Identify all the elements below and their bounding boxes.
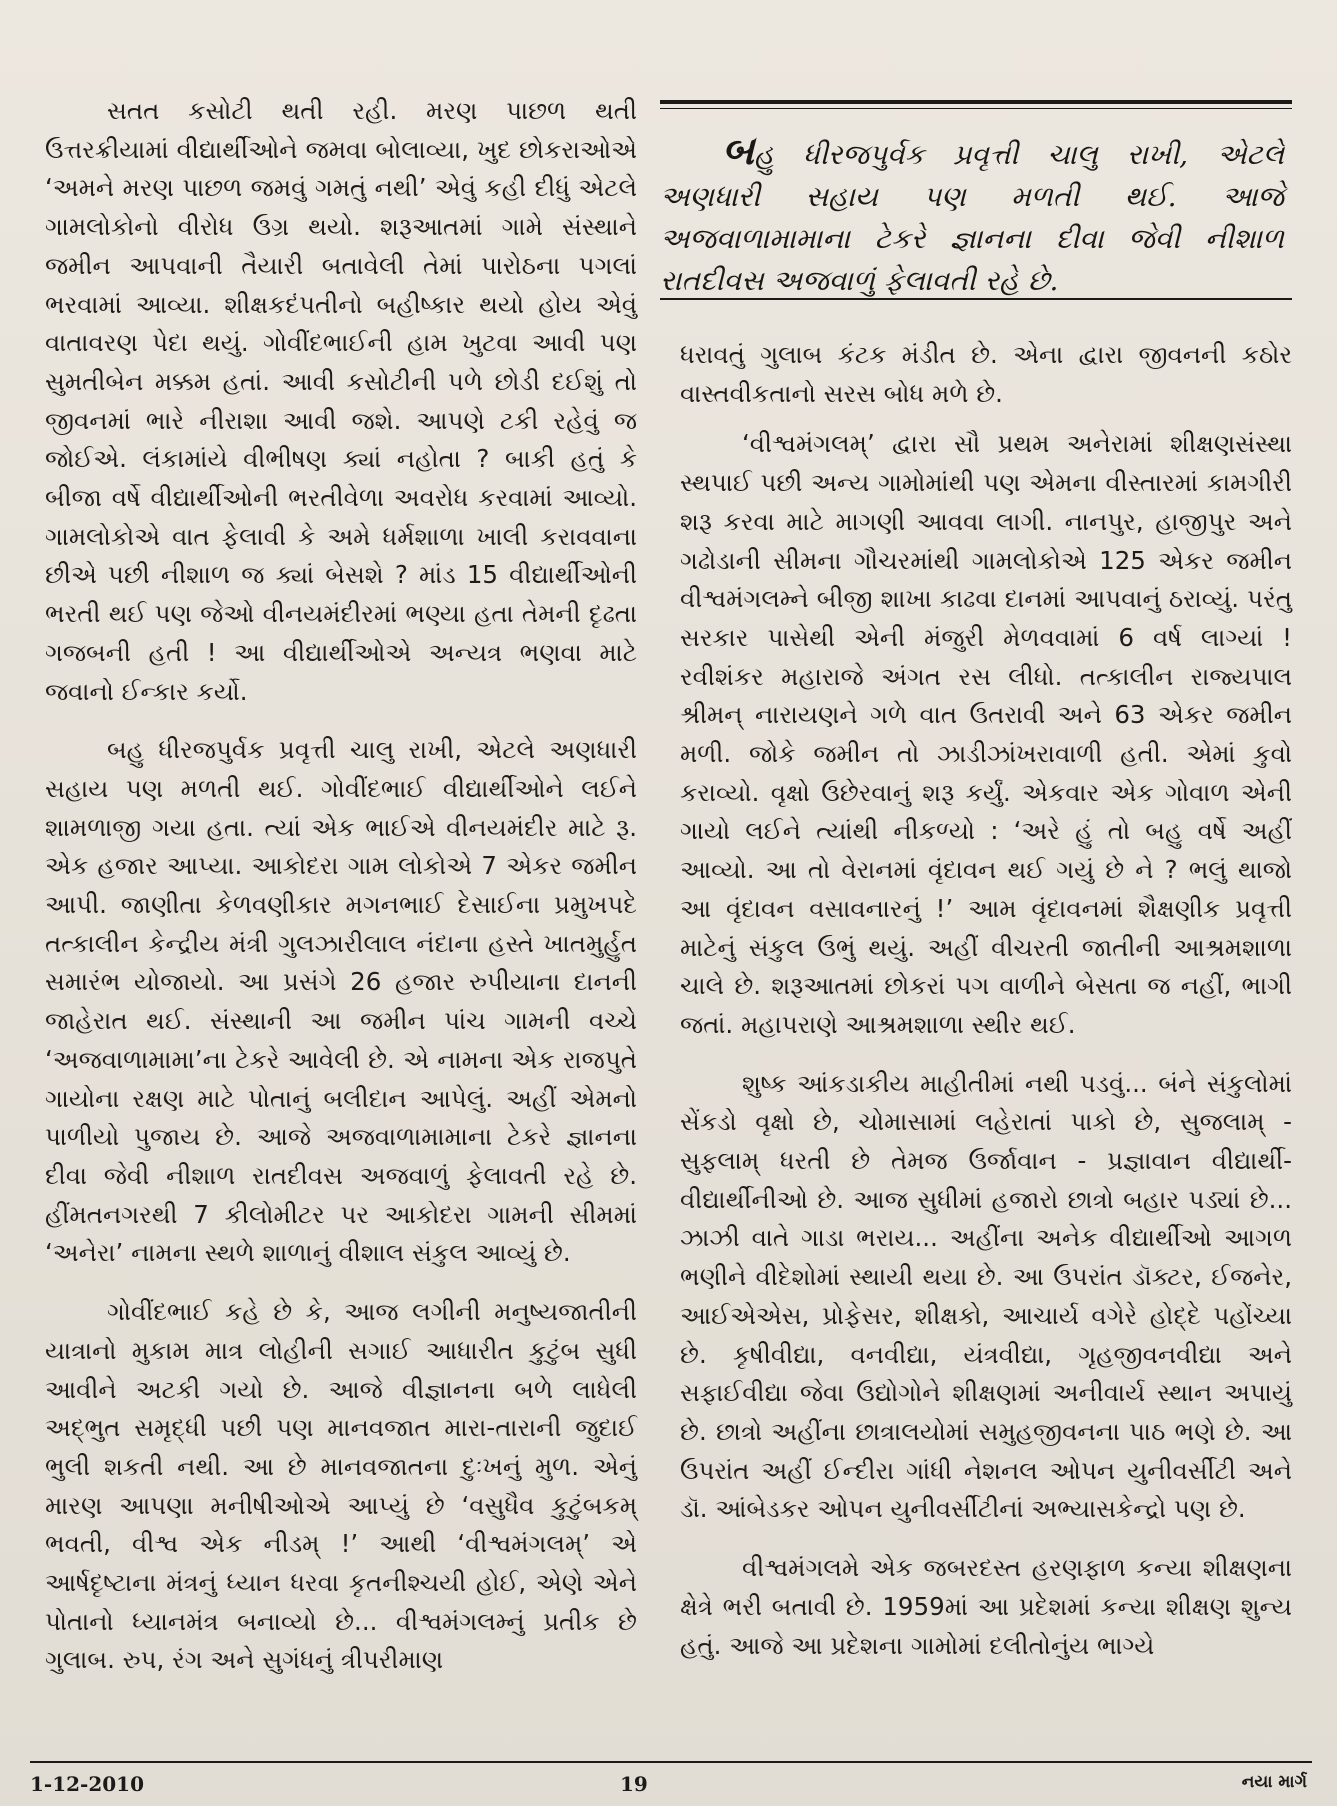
paragraph: ધરાવતું ગુલાબ કંટક મંડીત છે. એના દ્વારા જીવનની કઠોર વાસ્તવીકતાનો સરસ બોધ મળે છે. <box>680 340 1292 408</box>
pull-quote-text: હુ ધીરજપુર્વક પ્રવૃત્તી ચાલુ રાખી, એટલે અણધારી સહાય પણ મળતી થઈ. આજે અજવાળામામાના ટેકરે જ્ઞાનના દીવા જેવી નીશાળ રાતદીવસ અજવાળું ફેલાવતી રહે છે. <box>660 138 1284 297</box>
paragraph: બહુ ધીરજપુર્વક પ્રવૃત્તી ચાલુ રાખી, એટલે અણધારી સહાય પણ મળતી થઈ. ગોવીંદભાઈ વીદ્યાર્થીઓને લઈને શામળાજી ગયા હતા. ત્યાં એક ભાઈએ વીનયમંદીર માટે રૂ. એક હજાર આપ્યા. આકોદરા ગામ લોકોએ 7 એકર જમીન આપી. જાણીતા કેળવણીકાર મગનભાઈ દેસાઈના પ્રમુખપદે તત્કાલીન કેન્દ્રીય મંત્રી ગુલઝારીલાલ નંદાના હસ્તે ખાતમુર્હુત સમારંભ યોજાયો. આ પ્રસંગે 26 હજાર રુપીયાના દાનની જાહેરાત થઈ. સંસ્થાની આ જમીન પાંચ ગામની વચ્ચે ‘અજવાળામામા’ના ટેકરે આવેલી છે. એ નામના એક રાજપુતે ગાયોના રક્ષણ માટે પોતાનું બલીદાન આપેલું. અહીં એમનો પાળીયો પુજાય છે. આજે અજવાળામામાના ટેકરે જ્ઞાનના દીવા જેવી નીશાળ રાતદીવસ અજવાળું ફેલાવતી રહે છે. હીંમતનગરથી 7 કીલોમીટર પર આકોદરા ગામની સીમમાં ‘અનેરા’ નામના સ્થળે શાળાનું વીશાલ સંકુલ આવ્યું છે. <box>45 735 637 1268</box>
pull-quote-rule-top-thin <box>660 108 1292 109</box>
left-column <box>45 92 637 1680</box>
paragraph: શુષ્ક આંકડાકીય માહીતીમાં નથી પડવું... બંને સંકુલોમાં સેંકડો વૃક્ષો છે, ચોમાસામાં લહેરાતાં પાકો છે, સુજલામ્ - સુફલામ્ ધરતી છે તેમજ ઉર્જાવાન - પ્રજ્ઞાવાન વીદ્યાર્થી-વીદ્યાર્થીનીઓ છે. આજ સુધીમાં હજારો છાત્રો બહાર પડ્યાં છે... ઝાઝી વાતે ગાડા ભરાય... અહીંના અનેક વીદ્યાર્થીઓ આગળ ભણીને વીદેશોમાં સ્થાયી થયા છે. આ ઉપરાંત ડૉક્ટર, ઈજનેર, આઈએએસ, પ્રોફેસર, શીક્ષકો, આચાર્ય વગેરે હોદ્દે પહોંચ્યા છે. કૃષીવીદ્યા, વનવીદ્યા, યંત્રવીદ્યા, ગૃહજીવનવીદ્યા અને સફાઈવીદ્યા જેવા ઉદ્યોગોને શીક્ષણમાં અનીવાર્ય સ્થાન અપાયું છે. છાત્રો અહીંના છાત્રાલયોમાં સમુહજીવનના પાઠ ભણે છે. આ ઉપરાંત અહીં ઈન્દીરા ગાંધી નેશનલ ઓપન યુનીવર્સીટી અને ડૉ. આંબેડકર ઓપન યુનીવર્સીટીનાં અભ્યાસકેન્દ્રો પણ છે. <box>680 1068 1292 1524</box>
pull-quote-initial: બ <box>722 127 755 174</box>
footer-rule <box>30 1761 1312 1763</box>
issue-date: 1-12-2010 <box>30 1772 145 1796</box>
right-column <box>680 336 1292 1665</box>
paragraph: સતત કસોટી થતી રહી. મરણ પાછળ થતી ઉત્તરક્રીયામાં વીદ્યાર્થીઓને જમવા બોલાવ્યા, ખુદ છોકરાઓએ ‘અમને મરણ પાછળ જમવું ગમતું નથી’ એવું કહી દીધું એટલે ગામલોકોનો વીરોધ ઉગ્ર થયો. શરૂઆતમાં ગામે સંસ્થાને જમીન આપવાની તૈયારી બતાવેલી તેમાં પારોઠના પગલાં ભરવામાં આવ્યા. શીક્ષકદંપતીનો બહીષ્કાર થયો હોય એવું વાતાવરણ પેદા થયું. ગોવીંદભાઈની હામ ખુટવા આવી પણ સુમતીબેન મક્કમ હતાં. આવી કસોટીની પળે છોડી દઈશું તો જીવનમાં ભારે નીરાશા આવી જશે. આપણે ટકી રહેવું જ જોઈએ. લંકામાંયે વીભીષણ ક્યાં નહોતા ? બાકી હતું કે બીજા વર્ષે વીદ્યાર્થીઓની ભરતીવેળા અવરોધ કરવામાં આવ્યો. ગામલોકોએ વાત ફેલાવી કે અમે ધર્મશાળા ખાલી કરાવવાના છીએ પછી નીશાળ જ ક્યાં બેસશે ? માંડ 15 વીદ્યાર્થીઓની ભરતી થઈ પણ જેઓ વીનયમંદીરમાં ભણ્યા હતા તેમની દૃઢતા ગજબની હતી ! આ વીદ્યાર્થીઓએ અન્યત્ર ભણવા માટે જવાનો ઈન્કાર કર્યો. <box>45 96 637 706</box>
magazine-name: નયા માર્ગ <box>1241 1772 1307 1792</box>
pull-quote <box>660 100 1292 300</box>
page-number: 19 <box>620 1772 648 1796</box>
pull-quote-rule-bottom <box>660 298 1292 300</box>
paragraph: ‘વીશ્વમંગલમ્’ દ્વારા સૌ પ્રથમ અનેરામાં શીક્ષણસંસ્થા સ્થપાઈ પછી અન્ય ગામોમાંથી પણ એમના વીસ્તારમાં કામગીરી શરૂ કરવા માટે માગણી આવવા લાગી. નાનપુર, હાજીપુર અને ગઢોડાની સીમના ગૌચરમાંથી ગામલોકોએ 125 એકર જમીન વીશ્વમંગલમ્ને બીજી શાખા કાઢવા દાનમાં આપવાનું ઠરાવ્યું. પરંતુ સરકાર પાસેથી એની મંજુરી મેળવવામાં 6 વર્ષ લાગ્યાં ! રવીશંકર મહારાજે અંગત રસ લીધો. તત્કાલીન રાજ્યપાલ શ્રીમન્ નારાયણને ગળે વાત ઉતરાવી અને 63 એકર જમીન મળી. જોકે જમીન તો ઝાડીઝાંખરાવાળી હતી. એમાં કુવો કરાવ્યો. વૃક્ષો ઉછેરવાનું શરૂ કર્યું. એકવાર એક ગોવાળ એની ગાયો લઈને ત્યાંથી નીકળ્યો : ‘અરે હું તો બહુ વર્ષે અહીં આવ્યો. આ તો વેરાનમાં વૃંદાવન થઈ ગયું છે ને ? ભલું થાજો આ વૃંદાવન વસાવનારનું !’ આમ વૃંદાવનમાં શૈક્ષણીક પ્રવૃત્તી માટેનું સંકુલ ઉભું થયું. અહીં વીચરતી જાતીની આશ્રમશાળા ચાલે છે. શરૂઆતમાં છોકરાં પગ વાળીને બેસતા જ નહીં, ભાગી જતાં. મહાપરાણે આશ્રમશાળા સ્થીર થઈ. <box>680 429 1292 1039</box>
pull-quote-rule-top <box>660 100 1292 104</box>
paragraph: વીશ્વમંગલમે એક જબરદસ્ત હરણફાળ કન્યા શીક્ષણના ક્ષેત્રે ભરી બતાવી છે. 1959માં આ પ્રદેશમાં કન્યા શીક્ષણ શુન્ય હતું. આજે આ પ્રદેશના ગામોમાં દલીતોનુંય ભાગ્યે <box>680 1553 1292 1660</box>
paragraph: ગોવીંદભાઈ કહે છે કે, આજ લગીની મનુષ્યજાતીની યાત્રાનો મુકામ માત્ર લોહીની સગાઈ આધારીત કુટુંબ સુધી આવીને અટકી ગયો છે. આજે વીજ્ઞાનના બળે લાધેલી અદ્ભુત સમૃદ્ધી પછી પણ માનવજાત મારા-તારાની જુદાઈ ભુલી શકતી નથી. આ છે માનવજાતના દુઃખનું મુળ. એનું મારણ આપણા મનીષીઓએ આપ્યું છે ‘વસુધૈવ કુટુંબકમ્ ભવતી, વીશ્વ એક નીડમ્ !’ આથી ‘વીશ્વમંગલમ્’ એ આર્ષદૃષ્ટાના મંત્રનું ધ્યાન ધરવા કૃતનીશ્ચયી હોઈ, એણે એને પોતાનો ધ્યાનમંત્ર બનાવ્યો છે... વીશ્વમંગલમ્નું પ્રતીક છે ગુલાબ. રુપ, રંગ અને સુગંધનું ત્રીપરીમાણ <box>45 1297 637 1675</box>
pull-quote-text-block <box>660 127 1284 302</box>
